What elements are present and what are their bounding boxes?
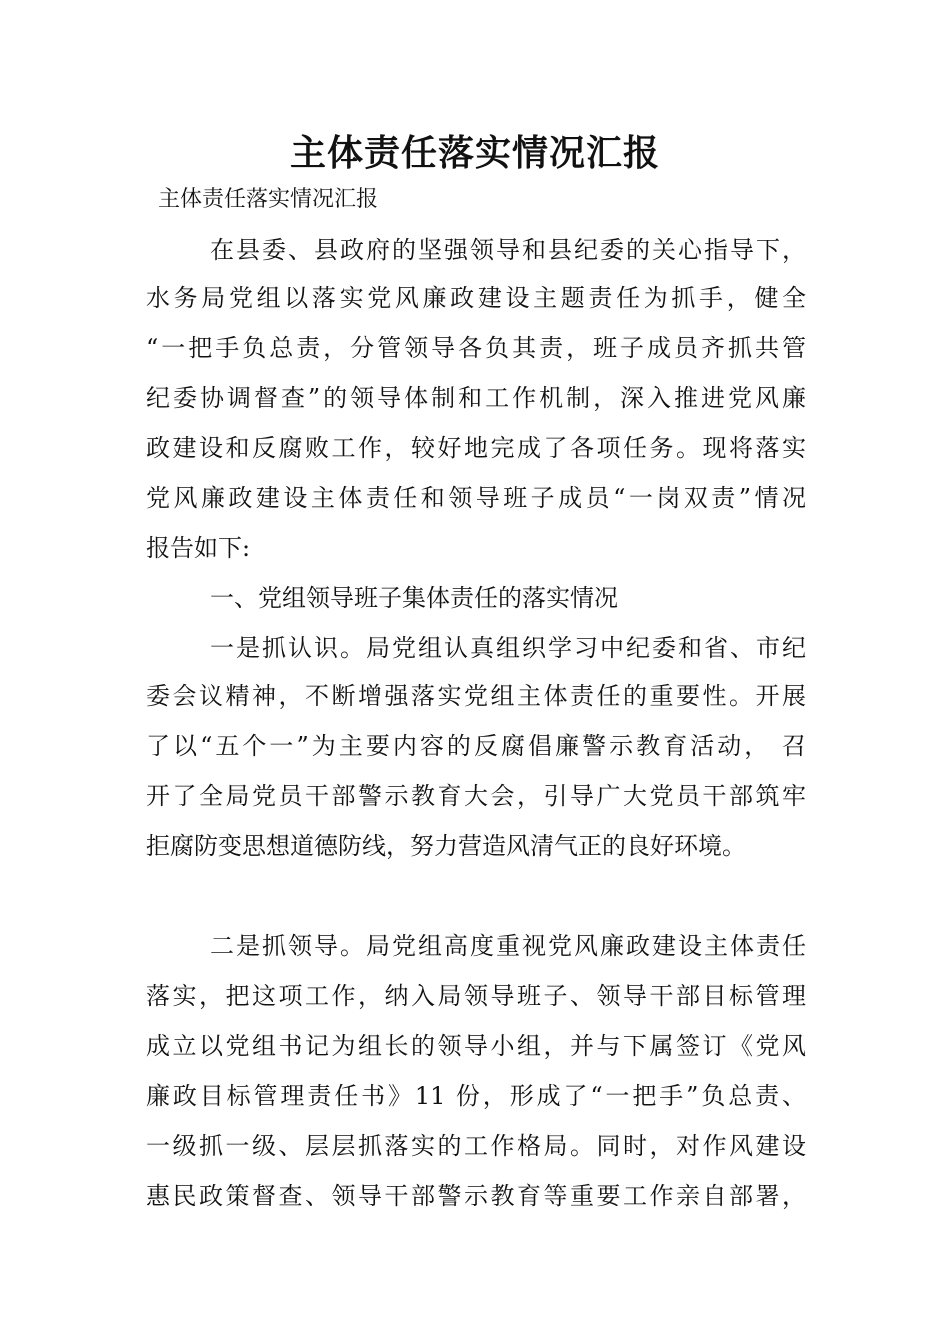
paragraph-line: 政建设和反腐败工作，较好地完成了各项任务。现将落实 [146,434,806,462]
paragraph-line: 落实，把这项工作，纳入局领导班子、领导干部目标管理 [146,982,806,1010]
paragraph-line: 一级抓一级、层层抓落实的工作格局。同时，对作风建设 [146,1132,806,1160]
paragraph-line: “一把手负总责，分管领导各负其责，班子成员齐抓共管 [146,334,806,362]
paragraph-line: 水务局党组以落实党风廉政建设主题责任为抓手，健全 [146,284,806,312]
paragraph-line: 了以“五个一”为主要内容的反腐倡廉警示教育活动， 召 [146,732,806,760]
paragraph-line: 党风廉政建设主体责任和领导班子成员“一岗双责”情况 [146,484,806,512]
paragraph-line: 二是抓领导。局党组高度重视党风廉政建设主体责任 [210,932,806,960]
paragraph-line: 报告如下: [146,534,251,562]
paragraph-line: 拒腐防变思想道德防线，努力营造风清气正的良好环境。 [146,832,746,860]
paragraph-line: 惠民政策督查、领导干部警示教育等重要工作亲自部署， [146,1182,806,1210]
document-title: 主体责任落实情况汇报 [289,133,660,174]
paragraph-line: 一是抓认识。局党组认真组织学习中纪委和省、市纪 [210,634,806,662]
paragraph-line: 开了全局党员干部警示教育大会，引导广大党员干部筑牢 [146,782,806,810]
paragraph-line: 在县委、县政府的坚强领导和县纪委的关心指导下， [210,236,806,264]
document-subtitle: 主体责任落实情况汇报 [158,187,379,212]
paragraph-line: 成立以党组书记为组长的领导小组，并与下属签订《党风 [146,1032,806,1060]
section-heading: 一、党组领导班子集体责任的落实情况 [210,584,618,612]
paragraph-line: 廉政目标管理责任书》11 份，形成了“一把手”负总责、 [146,1082,806,1110]
paragraph-line: 委会议精神，不断增强落实党组主体责任的重要性。开展 [146,682,806,710]
paragraph-line: 纪委协调督查”的领导体制和工作机制，深入推进党风廉 [146,384,806,412]
